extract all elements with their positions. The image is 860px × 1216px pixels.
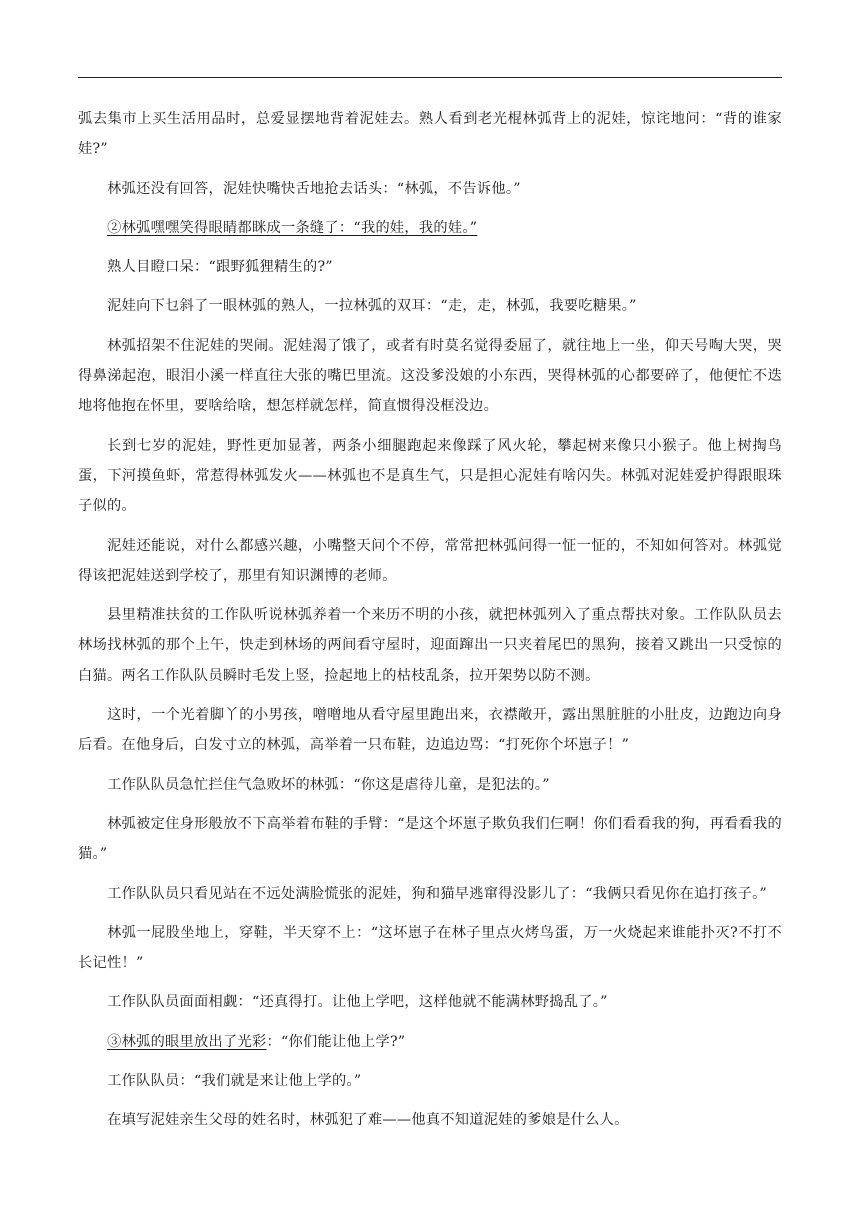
document-body bbox=[78, 104, 782, 1145]
paragraph-text: 泥娃向下乜斜了一眼林弧的熟人，一拉林弧的双耳：“走，走，林弧，我要吃糖果。” bbox=[107, 298, 637, 315]
paragraph bbox=[78, 291, 782, 321]
paragraph bbox=[78, 1105, 782, 1135]
paragraph-text: 在填写泥娃亲生父母的姓名时，林弧犯了难——他真不知道泥娃的爹娘是什么人。 bbox=[107, 1112, 629, 1129]
paragraph bbox=[78, 213, 782, 243]
paragraph-text: 林弧被定住身形般放不下高举着布鞋的手臂：“是这个坏崽子欺负我们仨啊！你们看看我的狗，再看看我的猫。” bbox=[78, 815, 782, 863]
paragraph-text: 县里精准扶贫的工作队听说林弧养着一个来历不明的小孩，就把林弧列入了重点帮扶对象。工作队队员去林场找林弧的那个上午，快走到林场的两间看守屋时，迎面蹿出一只夹着尾巴的黑狗，接着又跳出一只受惊的白猫。两名工作队队员瞬时毛发上竖，捡起地上的枯枝乱条，拉开架势以防不测。 bbox=[78, 607, 782, 684]
paragraph-text: 林弧一屁股坐地上，穿鞋，半天穿不上：“这坏崽子在林子里点火烤鸟蛋，万一火烧起来谁能扑灭?不打不长记性！” bbox=[78, 924, 782, 972]
paragraph bbox=[78, 431, 782, 522]
paragraph bbox=[78, 1066, 782, 1096]
paragraph bbox=[78, 331, 782, 422]
paragraph bbox=[78, 770, 782, 800]
paragraph-underlined-text: ③林弧的眼里放出了光彩 bbox=[107, 1033, 267, 1050]
paragraph-text: 泥娃还能说，对什么都感兴趣，小嘴整天问个不停，常常把林弧问得一怔一怔的，不知如何答对。林弧觉得该把泥娃送到学校了，那里有知识渊博的老师。 bbox=[78, 537, 782, 584]
paragraph-text: 林弧招架不住泥娃的哭闹。泥娃渴了饿了，或者有时莫名觉得委屈了，就往地上一坐，仰天号啕大哭，哭得鼻涕起泡，眼泪小溪一样直往大张的嘴巴里流。这没爹没娘的小东西，哭得林弧的心都要碎了，他便忙不迭地将他抱在怀里，要啥给啥，想怎样就怎样，简直惯得没框没边。 bbox=[78, 337, 782, 415]
paragraph-text: 长到七岁的泥娃，野性更加显著，两条小细腿跑起来像踩了风火轮，攀起树来像只小猴子。他上树掏鸟蛋，下河摸鱼虾，常惹得林弧发火——林弧也不是真生气，只是担心泥娃有啥闪失。林弧对泥娃爱护得跟眼珠子似的。 bbox=[78, 437, 782, 515]
paragraph bbox=[78, 1027, 782, 1057]
paragraph bbox=[78, 809, 782, 870]
paragraph-text: 熟人目瞪口呆：“跟野狐狸精生的?” bbox=[107, 259, 333, 276]
paragraph-text: 这时，一个光着脚丫的小男孩，噌噌地从看守屋里跑出来，衣襟敞开，露出黑脏脏的小肚皮，边跑边向身后看。在他身后，白发寸立的林弧，高举着一只布鞋，边追边骂：“打死你个坏崽子！” bbox=[78, 707, 782, 754]
paragraph-text: 工作队队员面面相觑：“还真得打。让他上学吧，这样他就不能满林野捣乱了。” bbox=[107, 994, 608, 1011]
paragraph bbox=[78, 531, 782, 592]
paragraph-text: ：“你们能让他上学?” bbox=[266, 1033, 406, 1050]
paragraph bbox=[78, 174, 782, 204]
paragraph-text: 工作队队员只看见站在不远处满脸慌张的泥娃，狗和猫早逃窜得没影儿了：“我俩只看见你在追打孩子。” bbox=[107, 885, 768, 902]
paragraph-text: 工作队队员急忙拦住气急败坏的林弧：“你这是虐待儿童，是犯法的。” bbox=[107, 776, 550, 793]
paragraph-text: 林弧还没有回答，泥娃快嘴快舌地抢去话头：“林弧，不告诉他。” bbox=[107, 180, 521, 197]
paragraph bbox=[78, 700, 782, 761]
paragraph bbox=[78, 104, 782, 165]
header-rule bbox=[78, 77, 782, 78]
paragraph bbox=[78, 987, 782, 1017]
paragraph bbox=[78, 600, 782, 691]
paragraph-text: 弧去集市上买生活用品时，总爱显摆地背着泥娃去。熟人看到老光棍林弧背上的泥娃，惊诧地问：“背的谁家娃?” bbox=[78, 111, 782, 158]
paragraph bbox=[78, 879, 782, 909]
paragraph bbox=[78, 918, 782, 979]
paragraph bbox=[78, 252, 782, 282]
paragraph-text: 工作队队员：“我们就是来让他上学的。” bbox=[107, 1073, 362, 1090]
paragraph-underlined-text: ②林弧嘿嘿笑得眼睛都眯成一条缝了：“我的娃，我的娃。” bbox=[107, 219, 478, 236]
